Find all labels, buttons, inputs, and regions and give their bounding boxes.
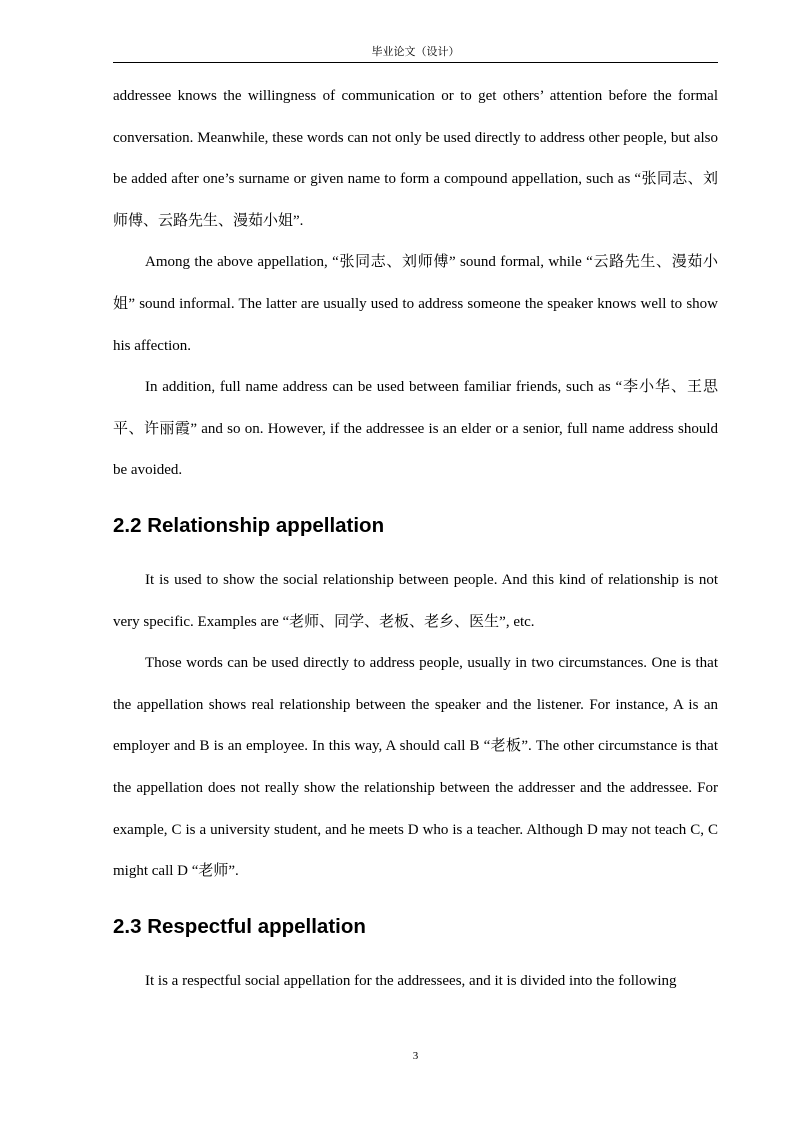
paragraph: addressee knows the willingness of communication or to get others’ attention before the formal conversation. Meanwhile, these words can not only be used directly to address other people, but also be added after one’s surname or given name to form a compound appellation, such as “张同志、刘师傅、云路先生、漫茹小姐”. xyxy=(113,88,718,229)
paragraph: Those words can be used directly to address people, usually in two circumstances. One is that the appellation shows real relationship between the speaker and the listener. For instance, A is an employer and B is an employee. In this way, A should call B “老板”. The other circumstance is that the appellation does not really show the relationship between the addresser and the addressee. For example, C is a university student, and he meets D who is a teacher. Although D may not teach C, C might call D “老师”. xyxy=(113,655,718,880)
section-heading-2-3: 2.3 Respectful appellation xyxy=(113,914,366,938)
section-heading-2-2: 2.2 Relationship appellation xyxy=(113,513,385,537)
running-header: 毕业论文（设计） xyxy=(371,45,460,58)
header-rule xyxy=(113,62,718,63)
paragraph: It is a respectful social appellation for the addressees, and it is divided into the following xyxy=(145,972,677,989)
paragraph: Among the above appellation, “张同志、刘师傅” sound formal, while “云路先生、漫茹小姐” sound informal. The latter are usually used to address someone the speaker knows well to show his affection. xyxy=(113,254,718,354)
paragraph: It is used to show the social relationship between people. And this kind of relationship is not very specific. Examples are “老师、同学、老板、老乡、医生”, etc. xyxy=(113,571,718,630)
page-number: 3 xyxy=(412,1050,419,1062)
paragraph: In addition, full name address can be used between familiar friends, such as “李小华、王思平、许丽霞” and so on. However, if the addressee is an elder or a senior, full name address should be avoided. xyxy=(113,379,718,479)
page-body xyxy=(113,76,718,1002)
